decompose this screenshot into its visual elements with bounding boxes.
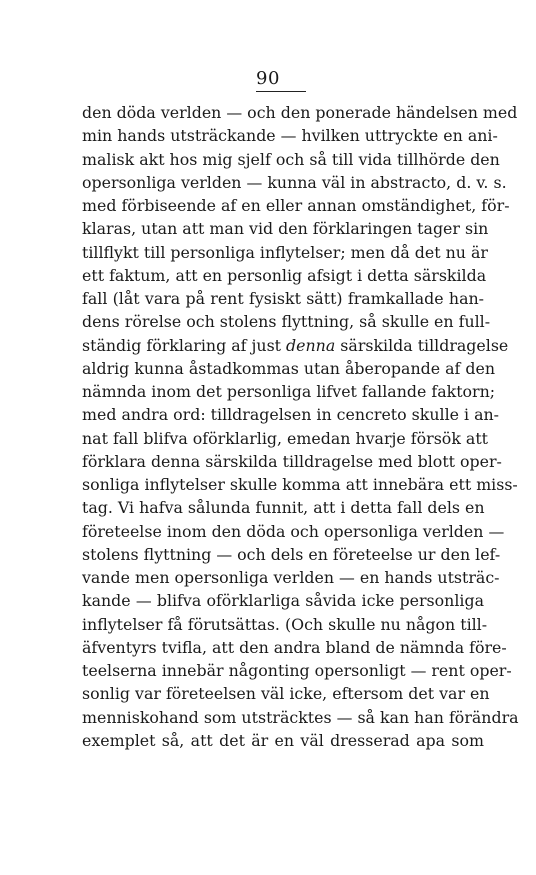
text-line-8: ett faktum, att en personlig afsigt i detta särskilda (82, 265, 487, 285)
text-line-24: äfventyrs tvifla, att den andra bland de nämnda före- (82, 637, 507, 657)
text-line-15: nat fall blifva oförklarlig, emedan hvarje försök att (82, 428, 489, 448)
text-line-1: den döda verlden — och den ponerade händelsen med (82, 103, 518, 122)
text-line-17: sonliga inflytelser skulle komma att innebära ett miss- (82, 475, 518, 494)
text-line-11 (82, 334, 509, 357)
page-number: 90 (256, 68, 280, 89)
text-line-21: vande men opersonliga verlden — en hands utsträc- (82, 568, 500, 587)
text-line-19: företeelse inom den döda och opersonliga verlden — (82, 521, 505, 541)
text-line-18: tag. Vi hafva sålunda funnit, att i detta fall dels en (82, 498, 485, 518)
text-line-23: inflytelser få förutsättas. (Och skulle nu någon till- (82, 614, 488, 634)
text-line-11-before: ständig förklaring af just (82, 335, 287, 355)
text-line-2: min hands utsträckande — hvilken uttryckte en ani- (82, 126, 498, 146)
text-line-3: malisk akt hos mig sjelf och så till vida tillhörde den (82, 149, 500, 169)
text-line-28: exemplet så, att det är en väl dresserad apa som (82, 730, 484, 750)
text-line-4: opersonliga verlden — kunna väl in abstracto, d. v. s. (82, 172, 507, 192)
text-line-6: klaras, utan att man vid den förklaringen tager sin (82, 219, 489, 239)
text-line-9: fall (låt vara på rent fysiskt sätt) framkallade han- (82, 289, 484, 308)
text-line-25: teelserna innebär någonting opersonligt — rent oper- (82, 661, 512, 680)
text-line-7: tillflykt till personliga inflytelser; men då det nu är (82, 242, 488, 262)
text-line-22: kande — blifva oförklarliga såvida icke personliga (82, 591, 484, 611)
text-line-27: menniskohand som utsträcktes — så kan han förändra (82, 707, 519, 727)
page-number-rule (256, 91, 306, 92)
text-line-11-after: särskilda tilldragelse (335, 335, 509, 355)
text-line-14: med andra ord: tilldragelsen in cencreto skulle i an- (82, 405, 499, 425)
text-line-26: sonlig var företeelsen väl icke, eftersom det var en (82, 684, 490, 704)
text-line-12: aldrig kunna åstadkommas utan åberopande af den (82, 358, 496, 378)
text-line-10: dens rörelse och stolens flyttning, så skulle en full- (82, 312, 491, 332)
text-line-13: nämnda inom det personliga lifvet fallande faktorn; (82, 382, 496, 401)
text-line-20: stolens flyttning — och dels en företeelse ur den lef- (82, 544, 501, 564)
body-text (82, 101, 519, 752)
text-line-16: förklara denna särskilda tilldragelse med blott oper- (82, 451, 502, 471)
text-line-5: med förbiseende af en eller annan omständighet, för- (82, 196, 510, 215)
emphasized-word: denna (286, 335, 336, 355)
